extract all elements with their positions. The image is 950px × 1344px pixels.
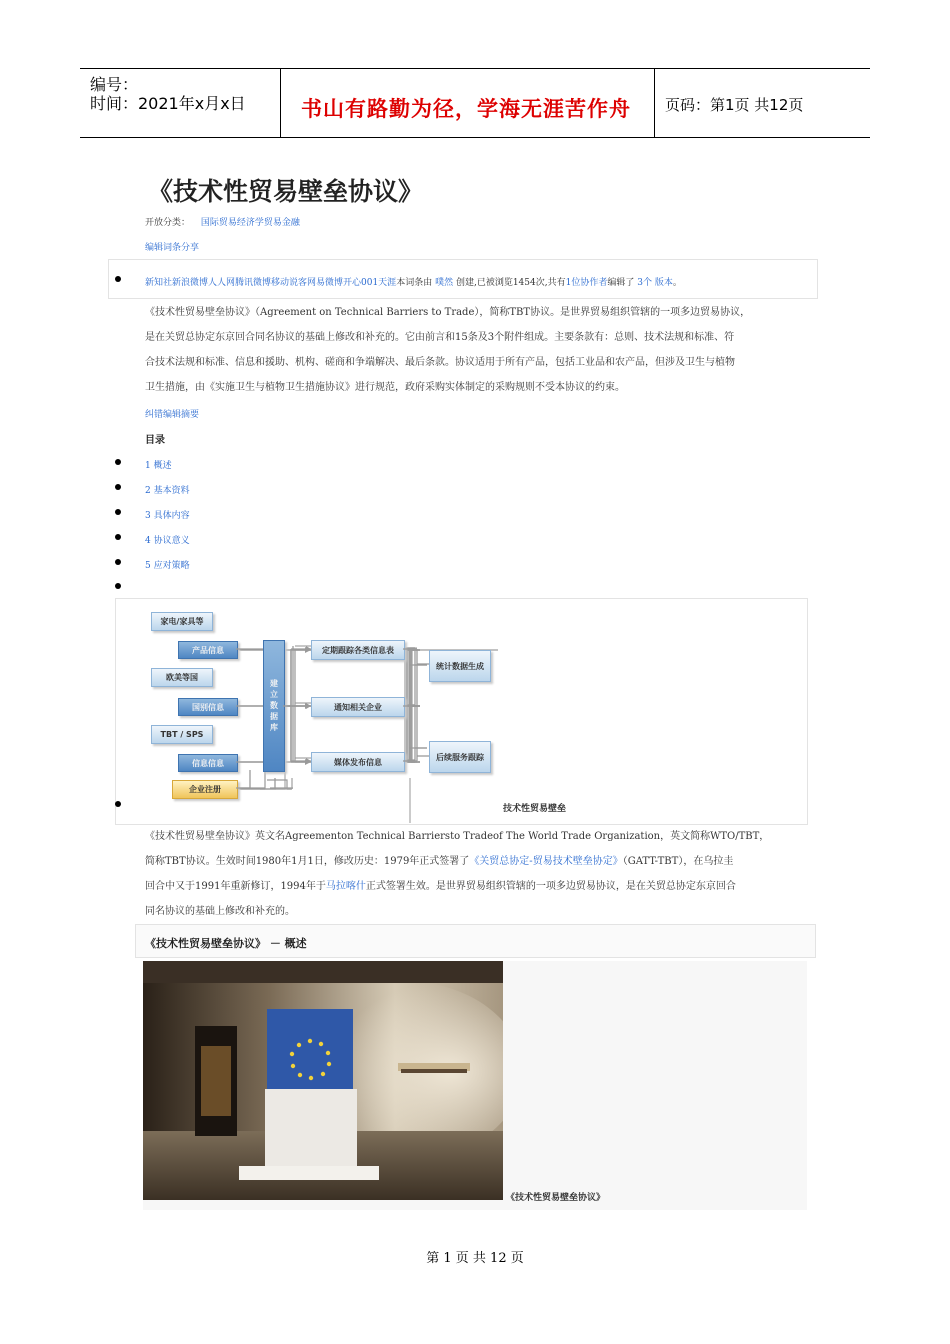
header-meta-cell <box>80 69 281 137</box>
figure1-caption: 技术性贸易壁垒 <box>503 804 567 814</box>
diagram-box-left: 欧美等国 <box>151 668 213 687</box>
toc-item-overview[interactable]: 1 概述 <box>145 461 172 471</box>
diagram-box-right: 统计数据生成 <box>429 650 491 682</box>
figure2-caption: 《技术性贸易壁垒协议》 <box>506 1193 606 1203</box>
diagram-box-left: TBT / SPS <box>151 725 213 744</box>
body-line: 同名协议的基础上修改和补充的。 <box>145 906 295 917</box>
diagram-box-left: 国别信息 <box>178 698 238 716</box>
diagram-left-connectors <box>236 620 266 795</box>
diagram-right-connectors <box>403 640 433 780</box>
intro-paragraph <box>145 300 810 400</box>
body-text: 正式签署生效。是世界贸易组织管辖的一项多边贸易协议，是在关贸总协定东京回合 <box>365 881 736 892</box>
diagram-box-left: 产品信息 <box>178 641 238 659</box>
diagram-box-left: 信息信息 <box>178 754 238 772</box>
header-table <box>80 68 870 138</box>
page-title: 《技术性贸易壁垒协议》 <box>148 177 424 206</box>
body-paragraph <box>145 824 810 924</box>
creator-prefix: 本词条由 <box>396 278 433 288</box>
body-text: （GATT-TBT），在乌拉圭 <box>622 856 734 867</box>
versions-link[interactable]: 3个 版本 <box>637 278 673 288</box>
page-label: 页码：第1页 共12页 <box>665 96 804 114</box>
diagram-box-mid: 媒体发布信息 <box>311 752 405 772</box>
toc-item-contents[interactable]: 3 具体内容 <box>145 511 190 521</box>
marrakesh-link[interactable]: 马拉喀什 <box>325 881 366 892</box>
share-sites-link[interactable]: 新知社新浪微博人人网腾讯微博移动说客网易微博开心001天涯 <box>145 278 397 288</box>
diagram-box-mid: 定期跟踪各类信息表 <box>311 640 405 660</box>
eu-exhibit-photo <box>143 961 503 1200</box>
category-line <box>145 215 300 228</box>
page-footer: 第 1 页 共 12 页 <box>426 1251 524 1266</box>
header-motto-cell <box>281 69 655 137</box>
versions-end: 。 <box>672 278 682 288</box>
intro-line: 《技术性贸易壁垒协议》（Agreement on Technical Barriers to Trade），简称TBT协议。是世界贸易组织管辖的一项多边贸易协议， <box>145 307 751 318</box>
diagram-box-right: 后续服务跟踪 <box>429 741 491 773</box>
intro-line: 卫生措施，由《实施卫生与植物卫生措施协议》进行规范，政府采购实体制定的采购规则不受本协议的约束。 <box>145 382 625 393</box>
diagram-box-left: 家电/家具等 <box>151 612 213 631</box>
diagram-center-connectors <box>283 640 313 775</box>
toc-title: 目录 <box>145 435 165 446</box>
view-info: 创建,已被浏览1454次,共有 <box>455 278 566 288</box>
editors-link[interactable]: 1位协作者 <box>565 278 608 288</box>
bullet <box>115 509 121 515</box>
bullet <box>115 534 121 540</box>
toc-item-strategy[interactable]: 5 应对策略 <box>145 561 190 571</box>
diagram-box-mid: 通知相关企业 <box>311 697 405 717</box>
body-text: 简称TBT协议。生效时间1980年1月1日，修改历史：1979年正式签署了 <box>145 856 470 867</box>
bullet <box>115 459 121 465</box>
body-line: 《技术性贸易壁垒协议》英文名Agreementon Technical Barriersto Tradeof The World Trade Organization，英文简称WTO/TBT， <box>145 831 770 842</box>
header-page-cell <box>655 69 870 137</box>
body-line <box>145 849 810 874</box>
time-label: 时间：2021年x月x日 <box>90 94 246 113</box>
gatt-tbt-link[interactable]: 《关贸总协定-贸易技术壁垒协定》 <box>469 856 623 867</box>
bullet <box>115 276 121 282</box>
edit-share-link[interactable]: 编辑词条分享 <box>145 243 200 253</box>
category-link[interactable]: 国际贸易经济学贸易金融 <box>200 218 300 228</box>
diagram-box-center: 建立数据库 <box>263 640 285 772</box>
toc-item-basic-info[interactable]: 2 基本资料 <box>145 486 190 496</box>
category-label: 开放分类： <box>145 218 191 228</box>
body-text: 回合中又于1991年重新修订，1994年于 <box>145 881 326 892</box>
body-line <box>145 874 810 899</box>
number-label: 编号： <box>90 75 139 94</box>
bullet <box>115 583 121 589</box>
diagram-box-left: 企业注册 <box>172 780 238 799</box>
toc-item-significance[interactable]: 4 协议意义 <box>145 536 190 546</box>
section-heading: 《技术性贸易壁垒协议》 － 概述 <box>145 937 307 950</box>
share-line <box>145 275 682 288</box>
error-edit-link[interactable]: 纠错编辑摘要 <box>145 410 200 420</box>
motto: 书山有路勤为径，学海无涯苦作舟 <box>301 97 631 121</box>
bullet <box>115 484 121 490</box>
bullet <box>115 559 121 565</box>
intro-line: 合技术法规和标准、信息和援助、机构、磋商和争端解决、最后条款。协议适用于所有产品，包括工业品和农产品，但涉及卫生与植物 <box>145 357 735 368</box>
creator-link[interactable]: 噗然 <box>435 278 454 288</box>
edited-text: 编辑了 <box>607 278 635 288</box>
intro-line: 是在关贸总协定东京回合同名协议的基础上修改和补充的。它由前言和15条及3个附件组成。主要条款有：总则、技术法规和标准、符 <box>145 332 735 343</box>
